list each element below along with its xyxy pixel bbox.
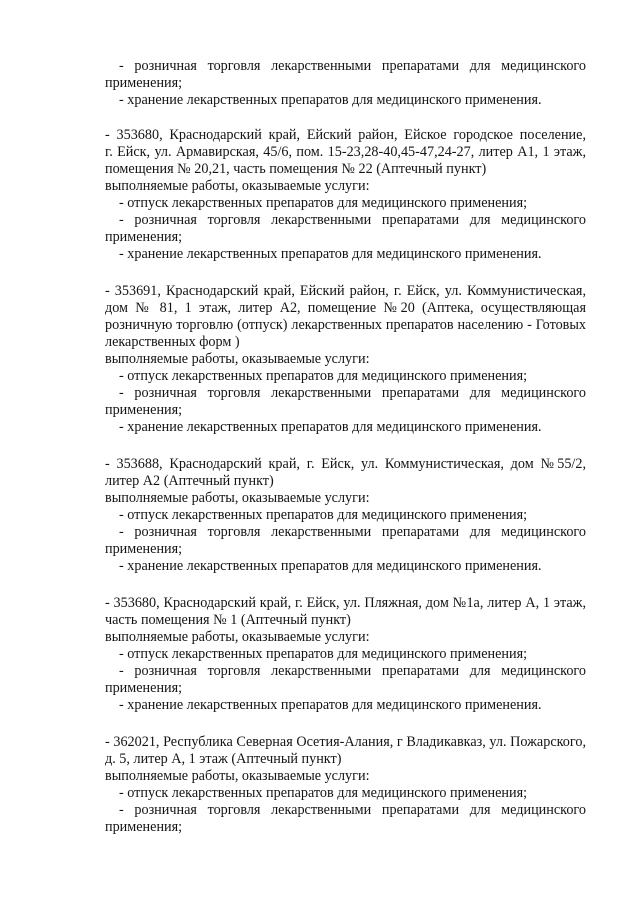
service-line: - розничная торговля лекарственными препаратами для медицинского <box>119 212 586 228</box>
entry-address-line: - 362021, Республика Северная Осетия-Алания, г Владикавказ, ул. Пожарского, <box>105 734 586 750</box>
service-line: применения; <box>105 229 183 245</box>
services-label: выполняемые работы, оказываемые услуги: <box>105 178 370 194</box>
entry-address-line: - 353688, Краснодарский край, г. Ейск, ул. Коммунистическая, дом №55/2, <box>105 456 586 472</box>
intro-service-line: применения; <box>105 75 183 91</box>
services-label: выполняемые работы, оказываемые услуги: <box>105 490 370 506</box>
entry-address-line: часть помещения № 1 (Аптечный пункт) <box>105 612 351 628</box>
service-line: - хранение лекарственных препаратов для медицинского применения. <box>119 558 542 574</box>
service-line: - отпуск лекарственных препаратов для медицинского применения; <box>119 507 528 523</box>
intro-service-line: - розничная торговля лекарственными препаратами для медицинского <box>119 58 586 74</box>
service-line: - розничная торговля лекарственными препаратами для медицинского <box>119 524 586 540</box>
entry-address-line: дом № 81, 1 этаж, литер А2, помещение №20 (Аптека, осуществляющая <box>105 300 586 316</box>
service-line: применения; <box>105 819 183 835</box>
entry-address-line: - 353691, Краснодарский край, Ейский район, г. Ейск, ул. Коммунистическая, <box>105 283 586 299</box>
service-line: применения; <box>105 402 183 418</box>
service-line: - отпуск лекарственных препаратов для медицинского применения; <box>119 785 528 801</box>
entry-address-line: розничную торговлю (отпуск) лекарственных препаратов населению - Готовых <box>105 317 586 333</box>
service-line: - отпуск лекарственных препаратов для медицинского применения; <box>119 368 528 384</box>
service-line: - розничная торговля лекарственными препаратами для медицинского <box>119 385 586 401</box>
entry-address-line: литер А2 (Аптечный пункт) <box>105 473 274 489</box>
service-line: - отпуск лекарственных препаратов для медицинского применения; <box>119 195 528 211</box>
service-line: - хранение лекарственных препаратов для медицинского применения. <box>119 246 542 262</box>
entry-address-line: д. 5, литер А, 1 этаж (Аптечный пункт) <box>105 751 342 767</box>
service-line: - хранение лекарственных препаратов для медицинского применения. <box>119 419 542 435</box>
entry-address-line: - 353680, Краснодарский край, Ейский район, Ейское городское поселение, <box>105 127 586 143</box>
services-label: выполняемые работы, оказываемые услуги: <box>105 629 370 645</box>
service-line: - хранение лекарственных препаратов для медицинского применения. <box>119 697 542 713</box>
service-line: - розничная торговля лекарственными препаратами для медицинского <box>119 663 586 679</box>
services-label: выполняемые работы, оказываемые услуги: <box>105 768 370 784</box>
entry-address-line: - 353680, Краснодарский край, г. Ейск, ул. Пляжная, дом №1а, литер А, 1 этаж, <box>105 595 586 611</box>
service-line: применения; <box>105 680 183 696</box>
intro-service-line: - хранение лекарственных препаратов для медицинского применения. <box>119 92 542 108</box>
entry-address-line: помещения № 20,21, часть помещения № 22 (Аптечный пункт) <box>105 161 487 177</box>
entry-address-line: лекарственных форм ) <box>105 334 240 350</box>
service-line: применения; <box>105 541 183 557</box>
services-label: выполняемые работы, оказываемые услуги: <box>105 351 370 367</box>
entry-address-line: г. Ейск, ул. Армавирская, 45/6, пом. 15-23,28-40,45-47,24-27, литер А1, 1 этаж, <box>105 144 586 160</box>
service-line: - отпуск лекарственных препаратов для медицинского применения; <box>119 646 528 662</box>
service-line: - розничная торговля лекарственными препаратами для медицинского <box>119 802 586 818</box>
